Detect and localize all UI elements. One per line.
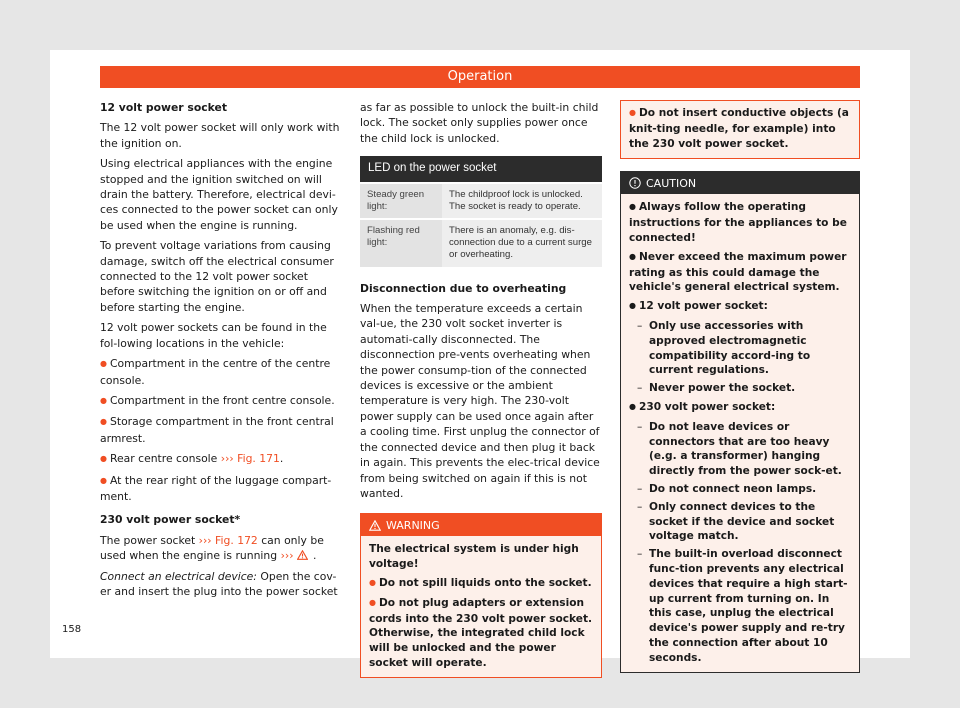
caution-box [620, 171, 860, 672]
caution-title: CAUTION [646, 177, 697, 191]
sub-list-item: – Only use accessories with approved electromagnetic compatibility accord-ing to current regulations. [629, 319, 851, 378]
list-item: ● Do not spill liquids onto the socket. [369, 576, 593, 592]
sub-list-item: – Do not leave devices or connectors that are too heavy (e.g. a transformer) hanging directly from the power sock-et. [629, 420, 851, 479]
section-header: Operation [100, 66, 860, 88]
list-item: ● Compartment in the front centre console. [100, 393, 340, 409]
warning-body [361, 536, 601, 676]
table-title: LED on the power socket [360, 156, 602, 182]
list-item: ● Compartment in the centre of the centre console. [100, 356, 340, 388]
led-table [360, 156, 602, 266]
table-cell-key: Flashing red light: [360, 219, 442, 267]
fig-172-link[interactable]: ››› Fig. 172 [198, 533, 258, 547]
caution-header [621, 172, 859, 194]
heading-230v-socket: 230 volt power socket* [100, 513, 241, 527]
text: Open the cov-er and insert the plug into the power socket [100, 569, 338, 598]
warning-header [361, 514, 601, 536]
list-item: ● Never exceed the maximum power rating as this could damage the vehicle's general electrical system. [629, 250, 851, 295]
list-item: ● Always follow the operating instructions for the appliances to be connected! [629, 200, 851, 245]
table-row [360, 219, 602, 267]
warning-ref-link[interactable] [281, 549, 313, 562]
warning-title: WARNING [386, 519, 440, 533]
warning-lead: The electrical system is under high voltage! [369, 543, 579, 571]
sub-list-item: – Never power the socket. [629, 381, 851, 396]
caution-circle-icon [629, 177, 641, 189]
punctuation: . [312, 549, 317, 563]
fig-171-link[interactable]: ››› Fig. 171 [220, 452, 280, 466]
paragraph [100, 569, 340, 600]
list-item: ● Do not insert conductive objects (a knit-ting needle, for example) into the 230 volt power socket. [629, 106, 851, 151]
ref-arrows: ››› [280, 549, 294, 563]
paragraph [100, 533, 340, 564]
table-cell-value: The childproof lock is unlocked. The socket is ready to operate. [442, 183, 602, 219]
caution-body [621, 194, 859, 671]
warning-triangle-icon [297, 550, 308, 560]
column-middle [360, 100, 602, 678]
instruction-label: Connect an electrical device: [100, 569, 257, 583]
paragraph: To prevent voltage variations from causing damage, switch off the electrical consumer connected to the 12 volt power socket before switching the ignition on or off and before starting the engine. [100, 239, 334, 314]
heading-disconnection: Disconnection due to overheating [360, 281, 567, 295]
sub-list-item: – The built-in overload disconnect func-tion prevents any electrical devices that require a high start-up current from turning on. In this case, unplug the electrical device's power supply and re-try the connection after about 10 seconds. [629, 547, 851, 665]
paragraph: The 12 volt power socket will only work with the ignition on. [100, 121, 340, 150]
warning-box [360, 513, 602, 677]
heading-12v-socket: 12 volt power socket [100, 101, 228, 114]
sub-list-item: – Only connect devices to the socket if the device and socket voltage match. [629, 500, 851, 544]
text: The power socket [100, 533, 196, 547]
paragraph: as far as possible to unlock the built-in child lock. The socket only supplies power once the child lock is unlocked. [360, 101, 599, 145]
list-item: ● Storage compartment in the front central armrest. [100, 414, 340, 446]
list-item [100, 451, 340, 467]
list-item-text: Rear centre console [109, 452, 218, 466]
table-cell-value: There is an anomaly, e.g. dis-connection due to a current surge or overheating. [442, 219, 602, 267]
manual-page [50, 50, 910, 669]
page-number: 158 [62, 624, 82, 635]
list-item: ● Do not plug adapters or extension cords into the 230 volt power socket. Otherwise, the integrated child lock will be unlocked and the power socket will operate. [369, 596, 593, 671]
paragraph: 12 volt power sockets can be found in the fol-lowing locations in the vehicle: [100, 321, 327, 350]
paragraph: Using electrical appliances with the engine stopped and the ignition switched on will drain the battery. Therefore, electrical devi-ces connected to the power socket can only be used when the engine is running. [100, 157, 338, 232]
list-item: ● 12 volt power socket: [629, 299, 851, 315]
column-right [620, 100, 860, 673]
list-item: ● At the rear right of the luggage compart-ment. [100, 473, 340, 505]
table-row [360, 183, 602, 219]
punctuation: . [279, 452, 284, 466]
table-cell-key: Steady green light: [360, 183, 442, 219]
paragraph: When the temperature exceeds a certain val-ue, the 230 volt socket inverter is automati-cally disconnected. The disconnection pre-vents overheating when the power consump-tion of the connected devices is excessive or the ambient temperature is very high. The 230-volt power supply can be used once again after a cooling time. First unplug the connector of the connected device and then plug it back in again. This prevents the elec-trical device from being switched on again if this is not wanted. [360, 302, 600, 500]
sub-list-item: – Do not connect neon lamps. [629, 482, 851, 497]
warning-triangle-icon [369, 520, 381, 531]
warning-continuation [620, 100, 860, 159]
column-left [100, 100, 340, 604]
list-item: ● 230 volt power socket: [629, 400, 851, 416]
text: can only be used when the engine is running [100, 533, 324, 563]
